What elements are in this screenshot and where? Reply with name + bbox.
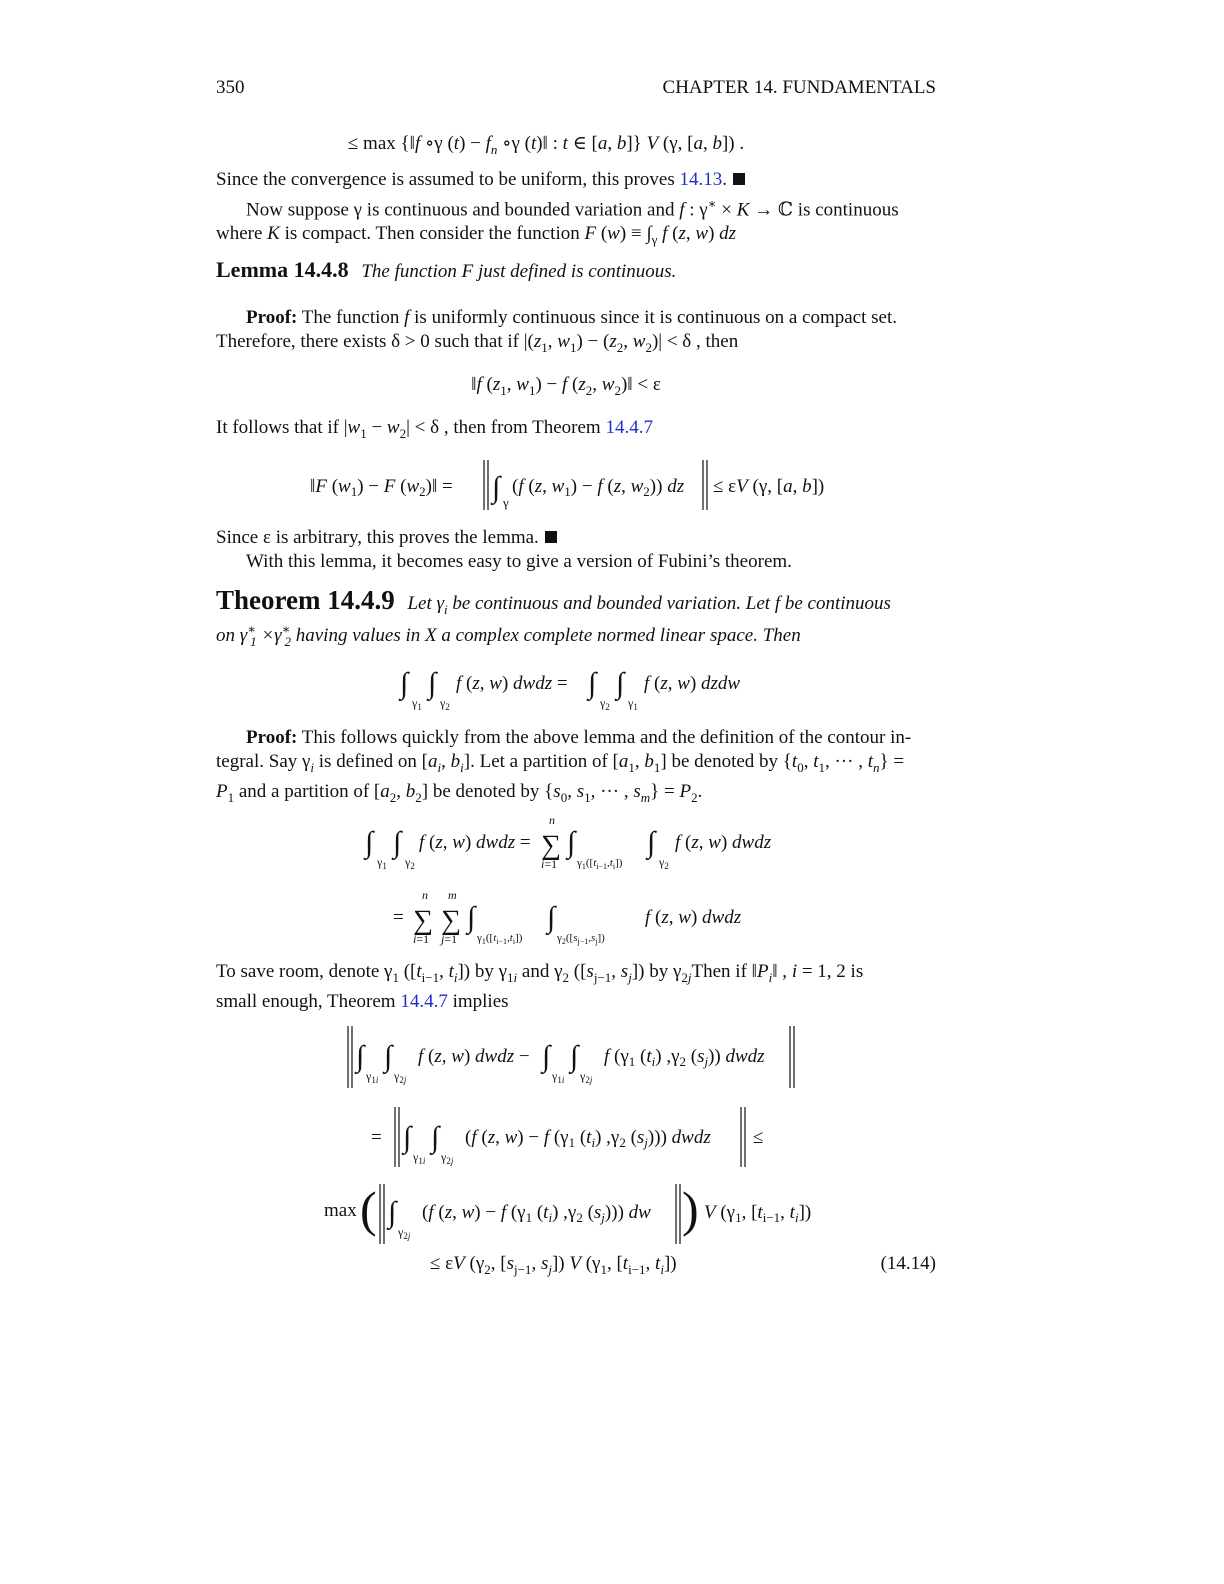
theorem-title: Theorem 14.4.9 bbox=[216, 585, 395, 615]
paragraph-it-follows: It follows that if $|w_1 - w_2| < \delta$ , then from Theorem 14.4.7 bbox=[216, 417, 653, 441]
svg-text:∫: ∫ bbox=[570, 1040, 579, 1073]
svg-text:(f (z, w) − f (γ1 (ti) ,γ2 (sj: (f (z, w) − f ($\gamma_1$ $(t_i)$ $,\gamma_2$ $(s_j)$)) dwdz bbox=[465, 1127, 711, 1150]
svg-text:γ1: $\gamma_1$ bbox=[628, 696, 638, 712]
paragraph-to-save-room: To save room, denote $\gamma_1$ ([$t_{i-1}$, $t_i$]) by $\gamma_{1i}$ and $\gamma_2$ ([$s_{j-1}$, $s_j$]) by $\gamma_{2j}Then$ if $‖P_i‖$ , i = 1, 2 is small enough, Theorem 14.4.7 implies bbox=[216, 961, 864, 1012]
lemma-statement: The function F just defined is continuous. bbox=[361, 261, 677, 282]
svg-text:f (z, w) dwdz =: f (z, w) dwdz = bbox=[419, 832, 531, 853]
svg-text:∫: ∫ bbox=[400, 667, 409, 700]
equation-uniform-continuity: ‖f ($z_1$, $w_1) - f$ ($z_2$, $w_2)‖ < \varepsilon$ bbox=[471, 374, 661, 398]
svg-text:n: n bbox=[549, 813, 555, 827]
proof-label: Proof: bbox=[246, 727, 298, 748]
svg-text:m: m bbox=[448, 888, 457, 902]
svg-text:i=1: i=1 bbox=[413, 932, 430, 946]
svg-text:∫: ∫ bbox=[647, 826, 656, 859]
svg-text:γ2j: $\gamma_2j$ bbox=[580, 1069, 593, 1085]
svg-text:∫: ∫ bbox=[431, 1121, 440, 1154]
svg-text:f (z, w) dzdw: f (z, w) dzdw bbox=[644, 673, 741, 694]
theorem-14-4-9: Theorem 14.4.9 Let $\gamma_i$ be continuous and bounded variation. Let f be continuous on $\gamma^∗_1 \times\gamma^∗_2$ having values in X a complex complete normed linear space. Then bbox=[216, 585, 891, 649]
equation-max-bound: ≤ max {‖f ∘γ $(t) - f_n$ ∘γ (t)‖ : t ∈ [a, b]} V (γ, [a, b]) . bbox=[347, 133, 745, 157]
svg-text:f (z, w) dwdz: f (z, w) dwdz bbox=[675, 832, 772, 853]
svg-text:γ2j: $\gamma_2j$ bbox=[441, 1150, 454, 1166]
svg-text:∫: ∫ bbox=[588, 667, 597, 700]
svg-text:=: = bbox=[393, 907, 404, 928]
svg-text:∫: ∫ bbox=[403, 1121, 412, 1154]
svg-text:∫: ∫ bbox=[384, 1040, 393, 1073]
lemma-14-4-8 bbox=[216, 258, 936, 284]
svg-text:∫: ∫ bbox=[567, 826, 576, 859]
equation-norm-combined bbox=[365, 1103, 785, 1171]
proof-label: Proof: bbox=[246, 307, 298, 328]
equation-partition-sum bbox=[355, 810, 815, 872]
svg-text:∫: ∫ bbox=[467, 901, 476, 934]
svg-text:∫: ∫ bbox=[388, 1196, 397, 1229]
qed-icon bbox=[545, 531, 557, 543]
svg-text:∑: ∑ bbox=[541, 830, 561, 861]
svg-text:γ2j: $\gamma_2j$ bbox=[398, 1225, 411, 1241]
equation-norm-difference bbox=[340, 1022, 810, 1092]
svg-text:f (z, w) dwdz =: f (z, w) dwdz = bbox=[456, 673, 568, 694]
svg-text:): ) bbox=[682, 1181, 699, 1237]
svg-text:∫: ∫ bbox=[542, 1040, 551, 1073]
svg-text:γ2([sj−1,sj]): $\gamma_2([s_{j-1},s_j])$ bbox=[557, 932, 605, 946]
svg-text:∫: ∫ bbox=[365, 826, 374, 859]
svg-text:≤: ≤ bbox=[753, 1127, 764, 1148]
chapter-title: CHAPTER 14. FUNDAMENTALS bbox=[662, 77, 936, 98]
paragraph-convergence: Since the convergence is assumed to be uniform, this proves 14.13. bbox=[216, 168, 936, 192]
svg-text:∫: ∫ bbox=[393, 826, 402, 859]
svg-text:n: n bbox=[422, 888, 428, 902]
svg-text:(f (z, w) − f (γ1 (ti) ,γ2 (sj: (f (z, w) − f ($\gamma_1$ $(t_i)$ $,\gamma_2$ $(s_j)$)) dw bbox=[422, 1202, 651, 1225]
equation-double-sum bbox=[385, 885, 805, 951]
svg-text:≤ εV (γ, [a, b]): ≤ εV (γ, [a, b]) bbox=[713, 476, 825, 497]
svg-text:γ2j: $\gamma_2j$ bbox=[394, 1069, 407, 1085]
paragraph-since-epsilon: Since ε is arbitrary, this proves the lemma. With this lemma, it becomes easy to give a version of Fubini’s theorem. bbox=[216, 527, 792, 572]
equation-max-variation bbox=[320, 1178, 830, 1248]
svg-text:=: = bbox=[371, 1127, 382, 1148]
svg-text:∫: ∫ bbox=[428, 667, 437, 700]
svg-text:f (γ1 (ti) ,γ2 (sj)) dwdz: f ($\gamma_1$ $(t_i)$ $,\gamma_2$ $(s_j)$) dwdz bbox=[604, 1046, 765, 1069]
running-header bbox=[216, 76, 936, 100]
svg-text:‖F (w1) − F (w2)‖ =: ‖F $(w_1) - F$ $(w_2)‖$ = bbox=[310, 476, 453, 499]
ref-14-4-7-b[interactable]: 14.4.7 bbox=[400, 990, 448, 1012]
ref-14-13[interactable]: 14.13 bbox=[679, 169, 723, 190]
svg-text:γ1i: $\gamma_1i$ bbox=[366, 1069, 379, 1085]
svg-text:γ2: $\gamma_2$ bbox=[440, 696, 450, 712]
proof-lemma: Proof: The function f is uniformly continuous since it is continuous on a compact set. Therefore, there exists δ > 0 such that if $|(z_1$, $w_1) - (z_2$, $w_2)| < \delta$ , then bbox=[216, 307, 898, 355]
svg-text:γ1: $\gamma_1$ bbox=[377, 855, 387, 871]
svg-text:max: max bbox=[324, 1200, 357, 1221]
svg-text:(f (z, w1) − f (z, w2)) dz: (f (z, $w_1) - f$ (z, $w_2$)) dz bbox=[512, 476, 685, 499]
svg-text:∑: ∑ bbox=[441, 905, 461, 936]
equation-F-continuity bbox=[300, 455, 860, 515]
ref-14-4-7[interactable]: 14.4.7 bbox=[605, 417, 653, 438]
svg-text:γ2: $\gamma_2$ bbox=[600, 696, 610, 712]
svg-text:∫: ∫ bbox=[356, 1040, 365, 1073]
equation-number: (14.14) bbox=[880, 1253, 936, 1274]
svg-text:(: ( bbox=[360, 1181, 377, 1237]
svg-text:∫: ∫ bbox=[616, 667, 625, 700]
svg-text:∑: ∑ bbox=[413, 905, 433, 936]
svg-text:∫: ∫ bbox=[547, 901, 556, 934]
svg-text:γ1: $\gamma_1$ bbox=[412, 696, 422, 712]
svg-text:γ1([ti−1,ti]): $\gamma_1([t_{i-1},t_i])$ bbox=[477, 932, 523, 946]
svg-text:i=1: i=1 bbox=[541, 857, 558, 871]
qed-icon bbox=[733, 173, 745, 185]
equation-fubini bbox=[390, 655, 810, 715]
svg-text:γ2: $\gamma_2$ bbox=[659, 855, 669, 871]
svg-text:γ1([ti−1,ti]): $\gamma_1([t_{i-1},t_i])$ bbox=[577, 857, 623, 871]
svg-text:f (z, w) dwdz: f (z, w) dwdz bbox=[645, 907, 742, 928]
paragraph-now-suppose: Now suppose γ is continuous and bounded variation and f : γ∗ × K → ℂ is continuous where K is compact. Then consider the function F $(w) \equiv \int_\gamma$ f (z, w) dz bbox=[216, 196, 899, 248]
svg-text:j=1: j=1 bbox=[441, 932, 458, 946]
lemma-title: Lemma 14.4.8 bbox=[216, 257, 349, 282]
svg-text:γ1i: $\gamma_1i$ bbox=[552, 1069, 565, 1085]
svg-text:γ1i: $\gamma_1i$ bbox=[413, 1150, 426, 1166]
proof-theorem: Proof: This follows quickly from the above lemma and the definition of the contour in- tegral. Say $\gamma_i$ is defined on [$a_i$, $b_i$]. Let a partition of [$a_1$, $b_1$] be denoted by {$t_0$, $t_1$, ··· , $t_n$} = $P_1$ and a partition of [$a_2$, $b_2$] be denoted by {$s_0$, $s_1$, ··· , $s_m\} = P_2$. bbox=[216, 727, 912, 805]
page-number: 350 bbox=[216, 77, 245, 98]
svg-text:∫: ∫ bbox=[492, 471, 501, 504]
svg-text:V (γ1, [ti−1, ti]): V ($\gamma_1$, [$t_{i-1}$, $t_i$]) bbox=[704, 1202, 812, 1225]
svg-text:γ2: $\gamma_2$ bbox=[405, 855, 415, 871]
svg-text:γ: γ bbox=[503, 495, 509, 510]
svg-text:f (z, w) dwdz −: f (z, w) dwdz − bbox=[418, 1046, 530, 1067]
